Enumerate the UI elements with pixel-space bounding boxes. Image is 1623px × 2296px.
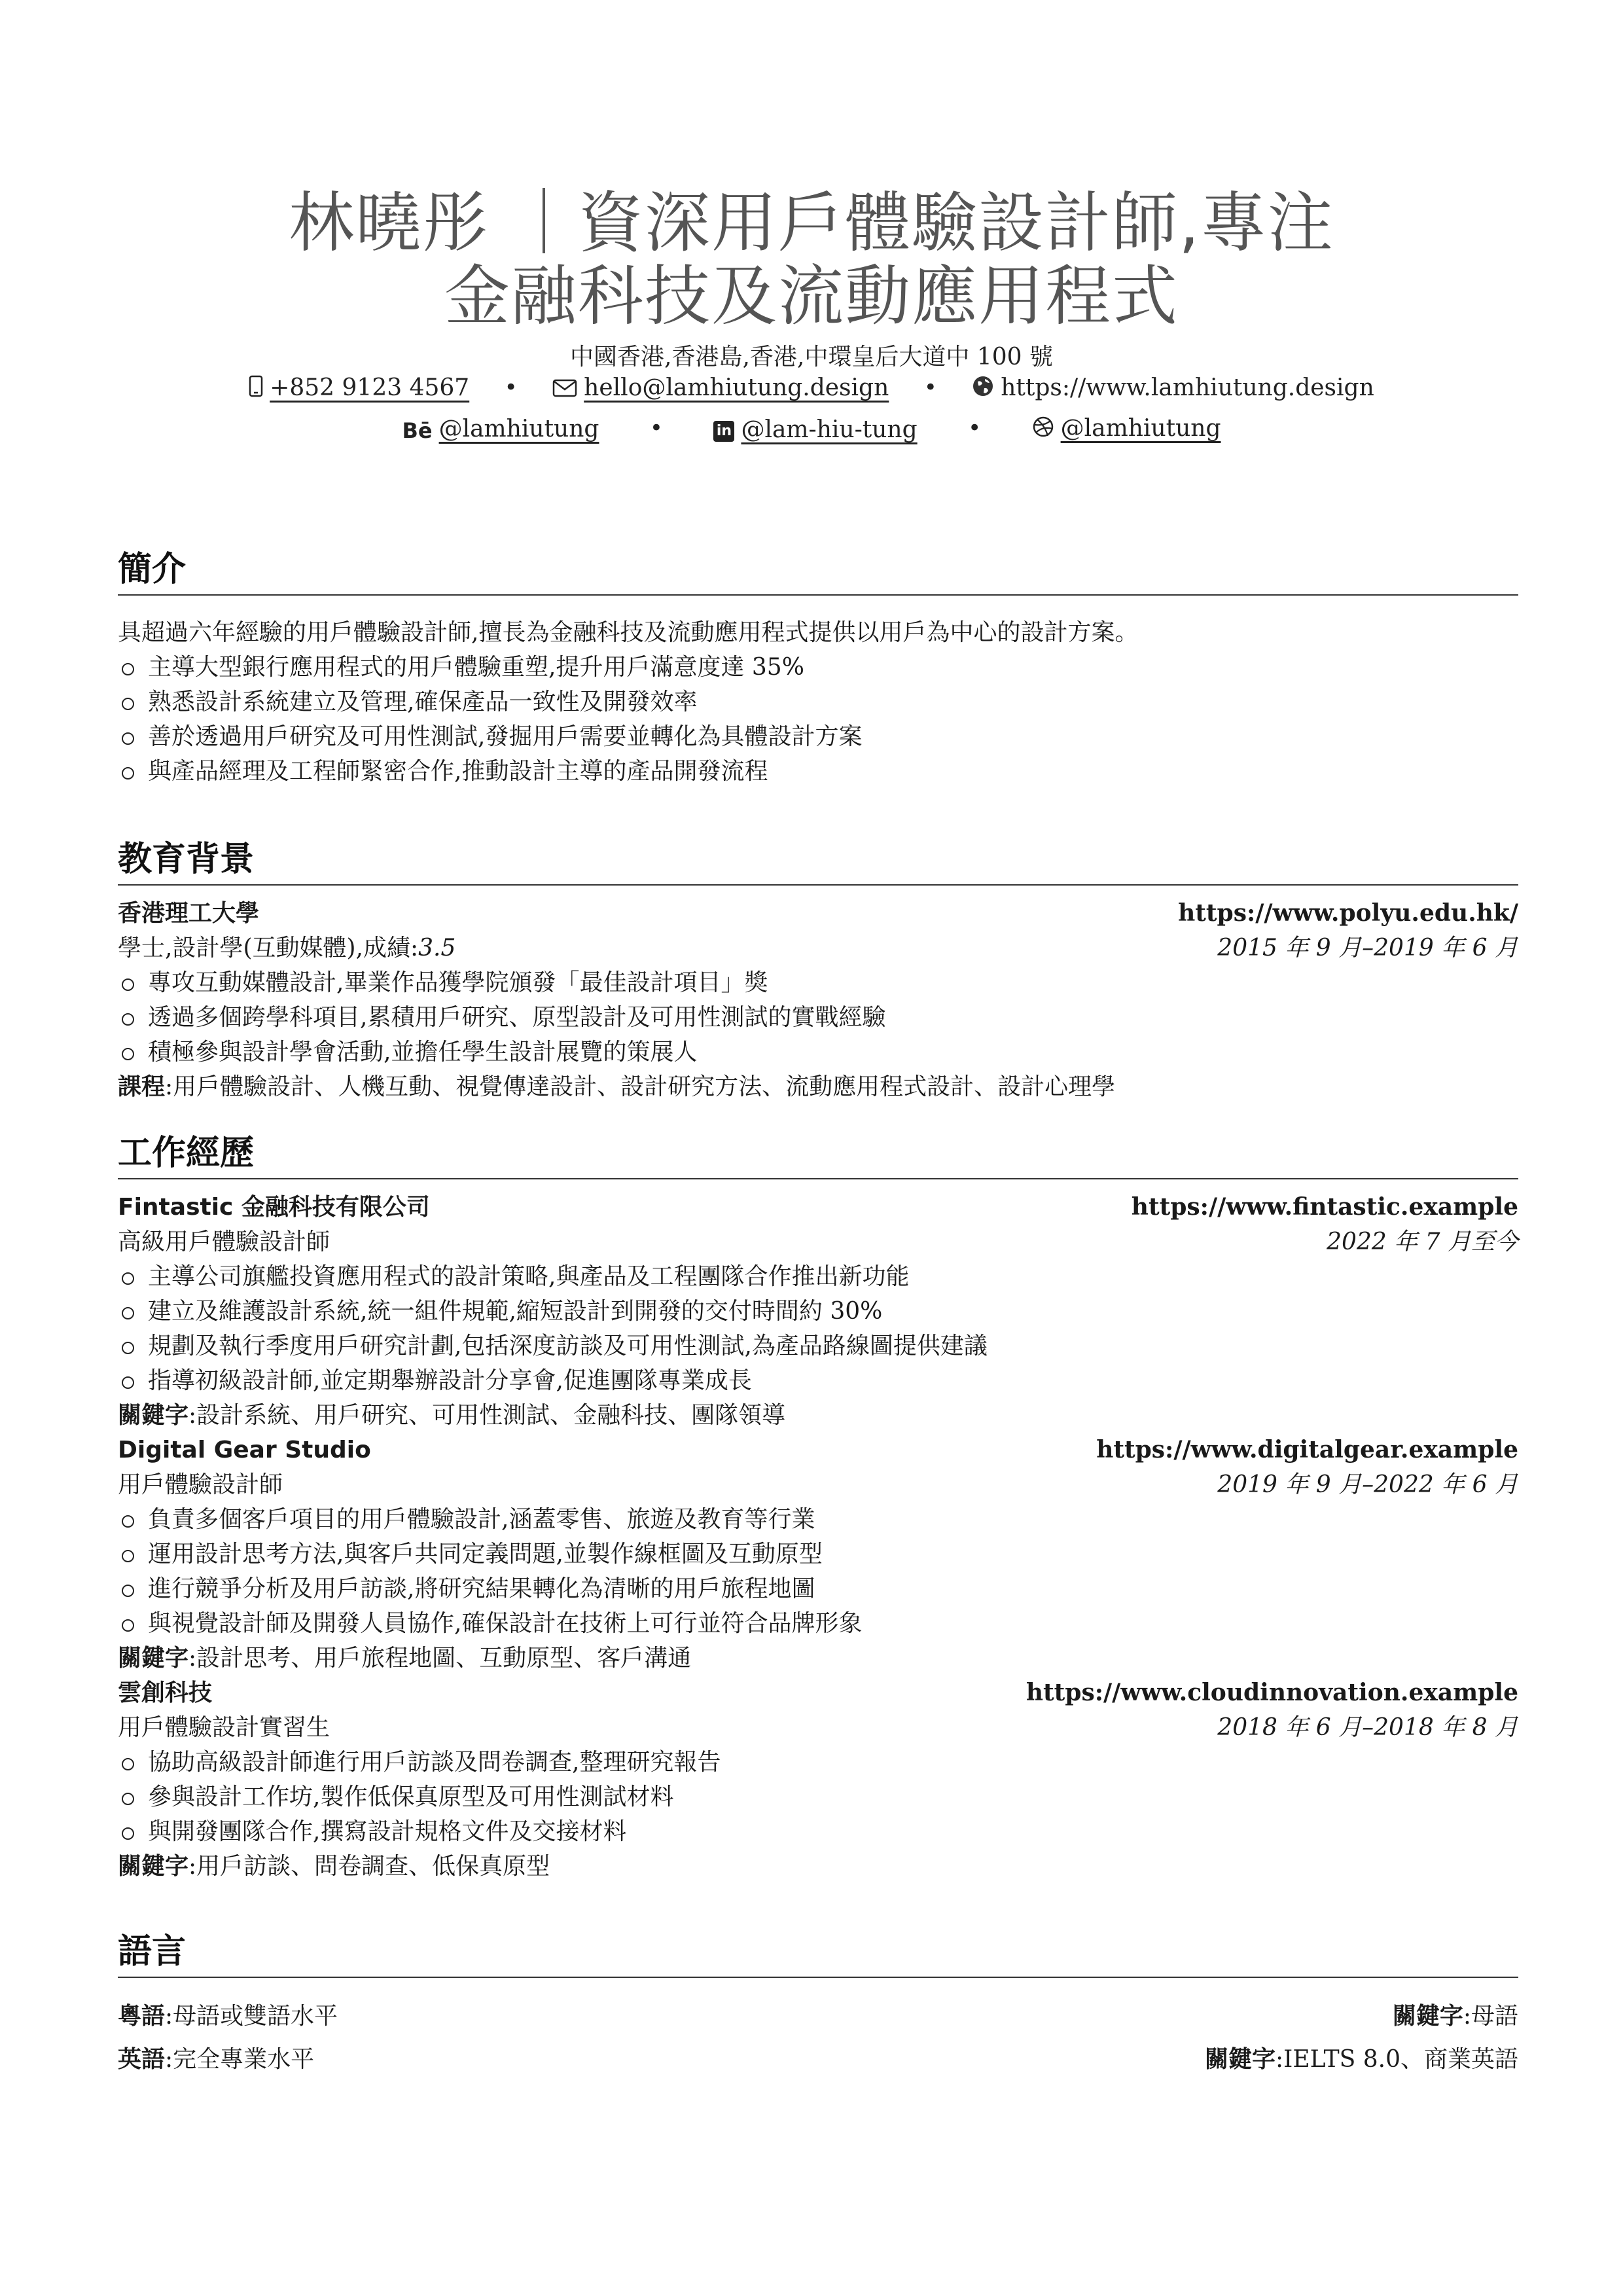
keywords-label: 關鍵字 [1392,2003,1463,2030]
degree-text: 學士,設計學(互動媒體),成績: [118,935,419,961]
summary-bullet: 與產品經理及工程師緊密合作,推動設計主導的產品開發流程 [118,754,1518,789]
language-entry [118,1995,338,2038]
gpa-value: 3.5 [418,935,456,961]
job-bullet: 協助高級設計師進行用戶訪談及問卷調查,整理研究報告 [118,1745,1518,1780]
job-bullet: 參與設計工作坊,製作低保真原型及可用性測試材料 [118,1780,1518,1814]
job-role: 用戶體驗設計師 [118,1471,283,1498]
company-name: 雲創科技 [118,1679,213,1706]
language-entry [118,2038,314,2081]
education-section [118,838,1518,1104]
experience-heading: 工作經歷 [118,1134,255,1173]
linkedin-icon: in [713,421,734,442]
mobile-phone-icon [249,375,263,403]
job-header-row [118,1433,1518,1467]
dribbble-link[interactable]: @lamhiutung [1060,414,1221,442]
keywords-label: 關鍵字 [1205,2046,1276,2073]
language-keywords [1393,1995,1518,2038]
keywords-label: 關鍵字 [118,1402,189,1429]
phone-link[interactable]: +852 9123 4567 [270,374,470,401]
keywords-label: 關鍵字 [118,1645,189,1672]
degree-row [118,931,1518,965]
language-row [118,2038,1518,2081]
separator-dot: • [504,374,518,401]
education-bullet: 積極參與設計學會活動,並擔任學生設計展覽的策展人 [118,1035,1518,1069]
job-role: 高級用戶體驗設計師 [118,1229,330,1255]
behance-link[interactable]: @lamhiutung [438,416,599,442]
job-bullet: 負責多個客戶項目的用戶體驗設計,涵蓋零售、旅遊及教育等行業 [118,1502,1518,1537]
languages-heading: 語言 [118,1932,187,1971]
job-bullet: 與視覺設計師及開發人員協作,確保設計在技術上可行並符合品牌形象 [118,1606,1518,1641]
title-line-1: 林曉彤 ｜資深用戶體驗設計師,專注 [289,185,1334,261]
website-link[interactable]: https://www.lamhiutung.design [1001,374,1374,401]
language-keywords [1205,2038,1518,2081]
contact-row-social [0,414,1623,444]
job-bullet: 與開發團隊合作,撰寫設計規格文件及交接材料 [118,1814,1518,1849]
keywords-list: :用戶訪談、問卷調查、低保真原型 [188,1853,550,1880]
keywords-list: :設計思考、用戶旅程地圖、互動原型、客戶溝通 [188,1645,692,1672]
courses-list: :用戶體驗設計、人機互動、視覺傳達設計、設計研究方法、流動應用程式設計、設計心理學 [165,1073,1116,1100]
phone-contact[interactable] [249,374,469,404]
experience-section [118,1132,1518,1884]
language-level: :完全專業水平 [165,2046,315,2073]
languages-section [118,1931,1518,2081]
summary-intro: 具超過六年經驗的用戶體驗設計師,擅長為金融科技及流動應用程式提供以用戶為中心的設計方案。 [118,619,1139,646]
company-name: Digital Gear Studio [118,1437,371,1463]
linkedin-contact[interactable] [713,416,917,443]
job-bullet: 主導公司旗艦投資應用程式的設計策略,與產品及工程團隊合作推出新功能 [118,1259,1518,1294]
job-keywords [118,1849,1518,1884]
job-bullet: 指導初級設計師,並定期舉辦設計分享會,促進團隊專業成長 [118,1363,1518,1398]
job-bullet: 運用設計思考方法,與客戶共同定義問題,並製作線框圖及互動原型 [118,1537,1518,1571]
company-url[interactable]: https://www.digitalgear.example [1096,1436,1518,1463]
keywords-list: :設計系統、用戶研究、可用性測試、金融科技、團隊領導 [188,1402,786,1429]
company-url[interactable]: https://www.cloudinnovation.example [1026,1679,1518,1706]
education-heading: 教育背景 [118,840,255,879]
summary-bullet: 主導大型銀行應用程式的用戶體驗重塑,提升用戶滿意度達 35% [118,650,1518,685]
job-bullet: 規劃及執行季度用戶研究計劃,包括深度訪談及可用性測試,為產品路線圖提供建議 [118,1329,1518,1363]
language-level: :母語或雙語水平 [165,2003,338,2030]
separator-dot: • [649,415,663,441]
linkedin-link[interactable]: @lam-hiu-tung [741,416,918,443]
globe-icon [972,375,994,403]
summary-section [118,548,1518,789]
job-role-row [118,1710,1518,1745]
language-name: 粵語 [118,2003,166,2030]
job-keywords [118,1641,1518,1676]
address: 中國香港,香港島,香港,中環皇后大道中 100 號 [570,344,1053,370]
company-name: Fintastic 金融科技有限公司 [118,1194,430,1221]
job-role-row [118,1467,1518,1502]
contact-row-primary [0,374,1623,403]
behance-contact[interactable] [402,416,599,443]
summary-heading: 簡介 [118,550,187,589]
separator-dot: • [968,415,982,441]
job-header-row [118,1190,1518,1225]
language-name: 英語 [118,2046,166,2073]
separator-dot: • [923,374,937,401]
resume-title [0,187,1623,333]
website-contact[interactable] [972,374,1374,404]
courses-label: 課程 [118,1073,166,1100]
job-header-row [118,1676,1518,1710]
job-keywords [118,1398,1518,1433]
behance-icon: Bē [402,418,433,443]
school-url[interactable]: https://www.polyu.edu.hk/ [1178,899,1518,927]
summary-bullet: 熟悉設計系統建立及管理,確保產品一致性及開發效率 [118,685,1518,719]
education-dates: 2015 年 9 月–2019 年 6 月 [1217,935,1518,961]
education-bullet: 透過多個跨學科項目,累積用戶研究、原型設計及可用性測試的實戰經驗 [118,1000,1518,1035]
degree [118,931,455,965]
job-dates: 2022 年 7 月至今 [1327,1229,1518,1255]
email-link[interactable]: hello@lamhiutung.design [584,374,889,402]
education-bullet: 專攻互動媒體設計,畢業作品獲學院頒發「最佳設計項目」獎 [118,965,1518,1000]
title-line-2: 金融科技及流動應用程式 [444,258,1179,334]
job-dates: 2018 年 6 月–2018 年 8 月 [1217,1714,1518,1741]
school-name: 香港理工大學 [118,900,260,927]
dribbble-icon [1032,416,1054,444]
envelope-icon [552,376,577,403]
job-bullet: 進行競爭分析及用戶訪談,將研究結果轉化為清晰的用戶旅程地圖 [118,1571,1518,1606]
job-role: 用戶體驗設計實習生 [118,1714,330,1741]
company-url[interactable]: https://www.fintastic.example [1131,1193,1518,1221]
keywords-label: 關鍵字 [118,1853,189,1880]
email-contact[interactable] [552,374,889,403]
job-bullet: 建立及維護設計系統,統一組件規範,縮短設計到開發的交付時間約 30% [118,1294,1518,1329]
keywords-list: :IELTS 8.0、商業英語 [1275,2046,1518,2073]
education-header-row [118,896,1518,931]
dribbble-contact[interactable] [1032,415,1221,444]
keywords-list: :母語 [1463,2003,1518,2030]
summary-bullet: 善於透過用戶研究及可用性測試,發掘用戶需要並轉化為具體設計方案 [118,719,1518,754]
job-role-row [118,1225,1518,1259]
language-row [118,1995,1518,2038]
courses-line [118,1069,1518,1104]
job-dates: 2019 年 9 月–2022 年 6 月 [1217,1471,1518,1498]
